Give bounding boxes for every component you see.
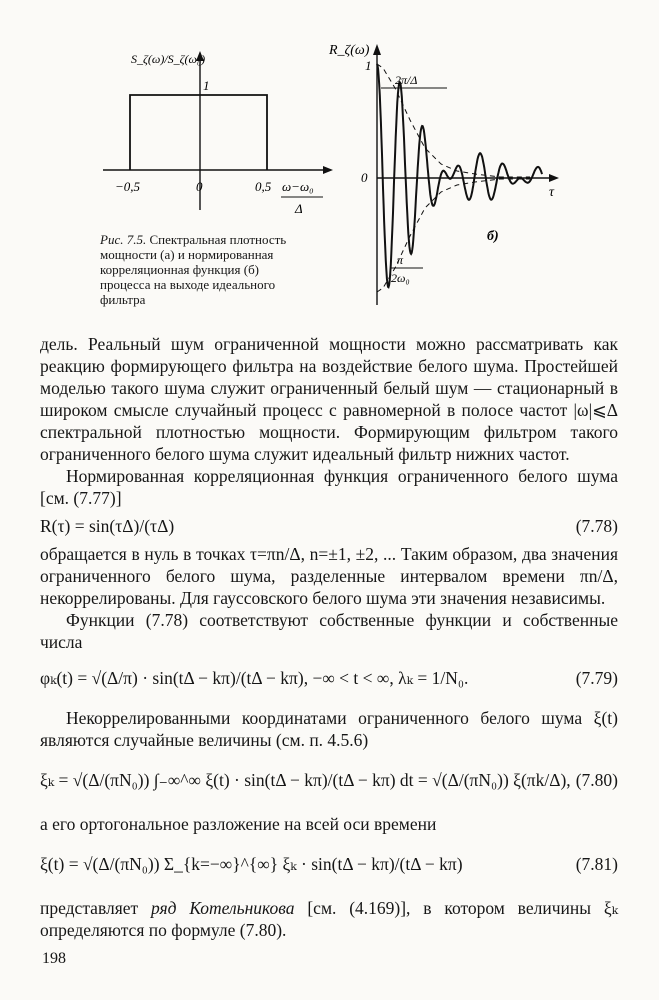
equation-7-80 (40, 751, 618, 813)
fig-b-panel-label: б) (487, 229, 499, 244)
equation-7-81-body: ξ(t) = √(Δ/(πN₀)) Σ_{k=−∞}^{∞} ξₖ · sin(tΔ − kπ)/(tΔ − kπ) (40, 854, 463, 874)
fig-b-x-arrow (549, 174, 559, 182)
fig-a-x-label-num: ω−ω₀ (282, 179, 314, 194)
equation-7-80-number: (7.80) (575, 770, 618, 790)
fig-a-x-label-den: Δ (295, 201, 303, 216)
paragraph-1: дель. Реальный шум ограниченной мощности можно рассматривать как реакцию формирующего фильтра на воздействие белого шума. Простейшей моделью такого шума служит ограниченный белый шум — стационарный в широком смысле случайный процесс с равномерной в полосе частот |ω|⩽Δ спектральной плотностью мощности. Формирующим фильтром такого ограниченного белого шума служит идеальный фильтр нижних частот. (40, 334, 618, 464)
fig-b-half-period-num: π (397, 253, 404, 267)
equation-7-79 (40, 653, 618, 707)
fig-b-x-label: τ (549, 185, 555, 200)
figure-caption (100, 232, 300, 307)
fig-b-half-period-den: 2ω₀ (391, 271, 410, 285)
page-number: 198 (42, 950, 66, 967)
fig-b-y-arrow (373, 44, 381, 55)
equation-7-81-number: (7.81) (575, 854, 618, 874)
paragraph-4: Функции (7.78) соответствуют собственные функции и собственные числа (40, 610, 618, 652)
paragraph-2: Нормированная корреляционная функция ограниченного белого шума [см. (7.77)] (40, 466, 618, 508)
figure-caption-label: Рис. 7.5. (100, 232, 147, 247)
figure-a-spectral-density (95, 45, 335, 220)
paragraph-7-start: представляет (40, 898, 151, 918)
equation-7-78-body: R(τ) = sin(τΔ)/(τΔ) (40, 516, 175, 536)
fig-a-y-label: S_ζ(ω)/S_ζ(ω₀) (131, 52, 206, 66)
equation-7-78 (40, 509, 618, 543)
kotelnikov-series-term: ряд Котельникова (151, 898, 295, 918)
fig-a-rectangle (130, 95, 267, 170)
figure-b-correlation (325, 30, 565, 310)
equation-7-79-body: φₖ(t) = √(Δ/π) · sin(tΔ − kπ)/(tΔ − kπ), −∞ < t < ∞, λₖ = 1/N₀. (40, 668, 469, 688)
fig-a-y-tick: 1 (203, 78, 210, 93)
equation-7-78-number: (7.78) (575, 516, 618, 536)
main-text (40, 333, 618, 941)
equation-7-80-body: ξₖ = √(Δ/(πN₀)) ∫₋∞^∞ ξ(t) · sin(tΔ − kπ)/(tΔ − kπ) dt = √(Δ/(πN₀)) ξ(πk/Δ), (40, 770, 571, 790)
equation-7-81 (40, 835, 618, 897)
paragraph-3: обращается в нуль в точках τ=πn/Δ, n=±1, ±2, ... Таким образом, два значения ограниченного белого шума, разделенные интервалом времени πn/Δ, некоррелированы. Для гауссовского белого шума эти значения независимы. (40, 544, 618, 608)
fig-a-tick-pos: 0,5 (255, 179, 272, 194)
paragraph-7 (40, 897, 618, 941)
fig-a-tick-neg: −0,5 (115, 179, 141, 194)
fig-b-period-label: 2π/Δ (395, 73, 418, 87)
figure-caption-text: Спектральная плотность мощности (а) и нормированная корреляционная функция (б) процесса на выходе идеального фильтра (100, 232, 287, 307)
equation-7-79-number: (7.79) (575, 668, 618, 688)
fig-b-y-tick: 1 (365, 58, 372, 73)
fig-b-y-label: R_ζ(ω) (329, 43, 370, 58)
paragraph-5: Некоррелированными координатами ограниченного белого шума ξ(t) являются случайные величины (см. п. 4.5.6) (40, 708, 618, 750)
paragraph-7-end: [см. (4.169)], в котором величины ξₖ определяются по формуле (7.80). (40, 898, 618, 940)
paragraph-6: а его ортогональное разложение на всей оси времени (40, 814, 437, 834)
fig-b-origin: 0 (361, 170, 368, 185)
fig-a-tick-zero: 0 (196, 179, 203, 194)
